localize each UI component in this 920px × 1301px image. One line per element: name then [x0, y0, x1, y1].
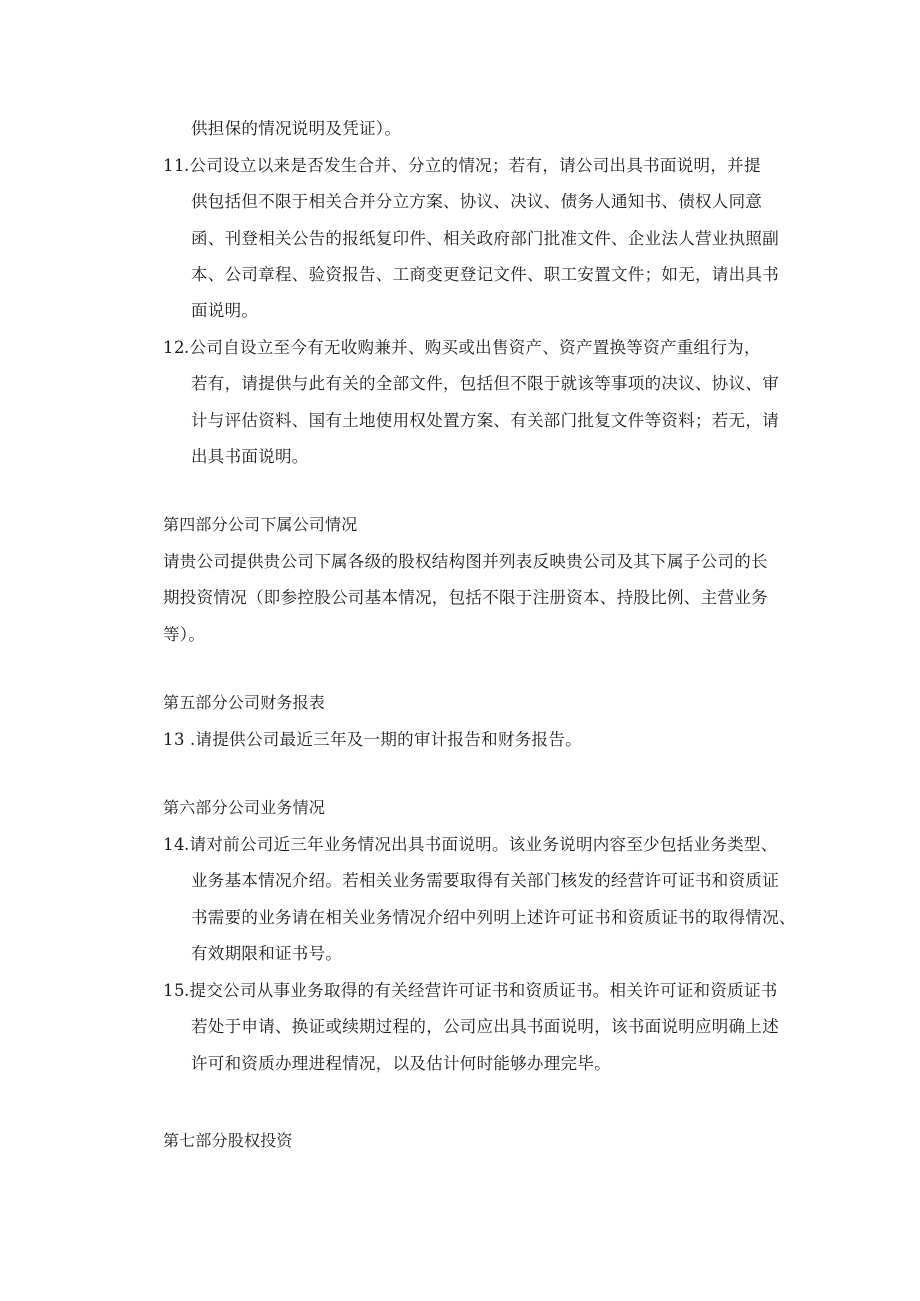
- paragraph-line: 期投资情况（即参控股公司基本情况，包括不限于注册资本、持股比例、主营业务: [163, 588, 768, 607]
- item-text-line: 计与评估资料、国有土地使用权处置方案、有关部门批复文件等资料；若无，请: [191, 411, 779, 430]
- paragraph-line: 等）。: [163, 625, 206, 644]
- section-heading-part7: 第七部分股权投资: [163, 1131, 293, 1150]
- item-text-line: 业务基本情况介绍。若相关业务需要取得有关部门核发的经营许可证书和资质证: [191, 871, 779, 890]
- item-text-line: .请提供公司最近三年及一期的审计报告和财务报告。: [190, 730, 582, 749]
- section-heading-part4: 第四部分公司下属公司情况: [163, 515, 358, 534]
- item-text-line: 函、刊登相关公告的报纸复印件、相关政府部门批准文件、企业法人营业执照副: [191, 229, 779, 248]
- item-text-line: 出具书面说明。: [191, 447, 309, 466]
- item-text-line: .公司设立以来是否发生合并、分立的情况；若有，请公司出具书面说明，并提: [184, 156, 761, 175]
- item-text-line: .请对前公司近三年业务情况出具书面说明。该业务说明内容至少包括业务类型、: [184, 835, 778, 854]
- item-number: 11: [163, 156, 185, 175]
- item-text-line: 若有，请提供与此有关的全部文件，包括但不限于就该等事项的决议、协议、审: [191, 374, 779, 393]
- item-text-line: 本、公司章程、验资报告、工商变更登记文件、职工安置文件；如无，请出具书: [191, 265, 779, 284]
- item-text-line: 有效期限和证书号。: [191, 944, 343, 963]
- item-text-line: 书需要的业务请在相关业务情况介绍中列明上述许可证书和资质证书的取得情况、: [191, 908, 796, 927]
- item-text-line: .公司自设立至今有无收购兼并、购买或出售资产、资产置换等资产重组行为，: [184, 338, 761, 357]
- item-number: 12: [163, 338, 185, 357]
- item-number: 13: [163, 730, 185, 749]
- item-number: 15: [163, 981, 185, 1000]
- item-text-line: .提交公司从事业务取得的有关经营许可证书和资质证书。相关许可证和资质证书: [184, 981, 778, 1000]
- item-text-line: 若处于申请、换证或续期过程的，公司应出具书面说明，该书面说明应明确上述: [191, 1017, 779, 1036]
- continuation-line: 供担保的情况说明及凭证）。: [191, 119, 402, 138]
- item-text-line: 许可和资质办理进程情况，以及估计何时能够办理完毕。: [191, 1054, 611, 1073]
- item-text-line: 面说明。: [191, 301, 259, 320]
- item-text-line: 供包括但不限于相关合并分立方案、协议、决议、债务人通知书、债权人同意: [191, 192, 763, 211]
- section-heading-part5: 第五部分公司财务报表: [163, 693, 326, 712]
- section-heading-part6: 第六部分公司业务情况: [163, 798, 326, 817]
- item-number: 14: [163, 835, 185, 854]
- paragraph-line: 请贵公司提供贵公司下属各级的股权结构图并列表反映贵公司及其下属子公司的长: [163, 552, 768, 571]
